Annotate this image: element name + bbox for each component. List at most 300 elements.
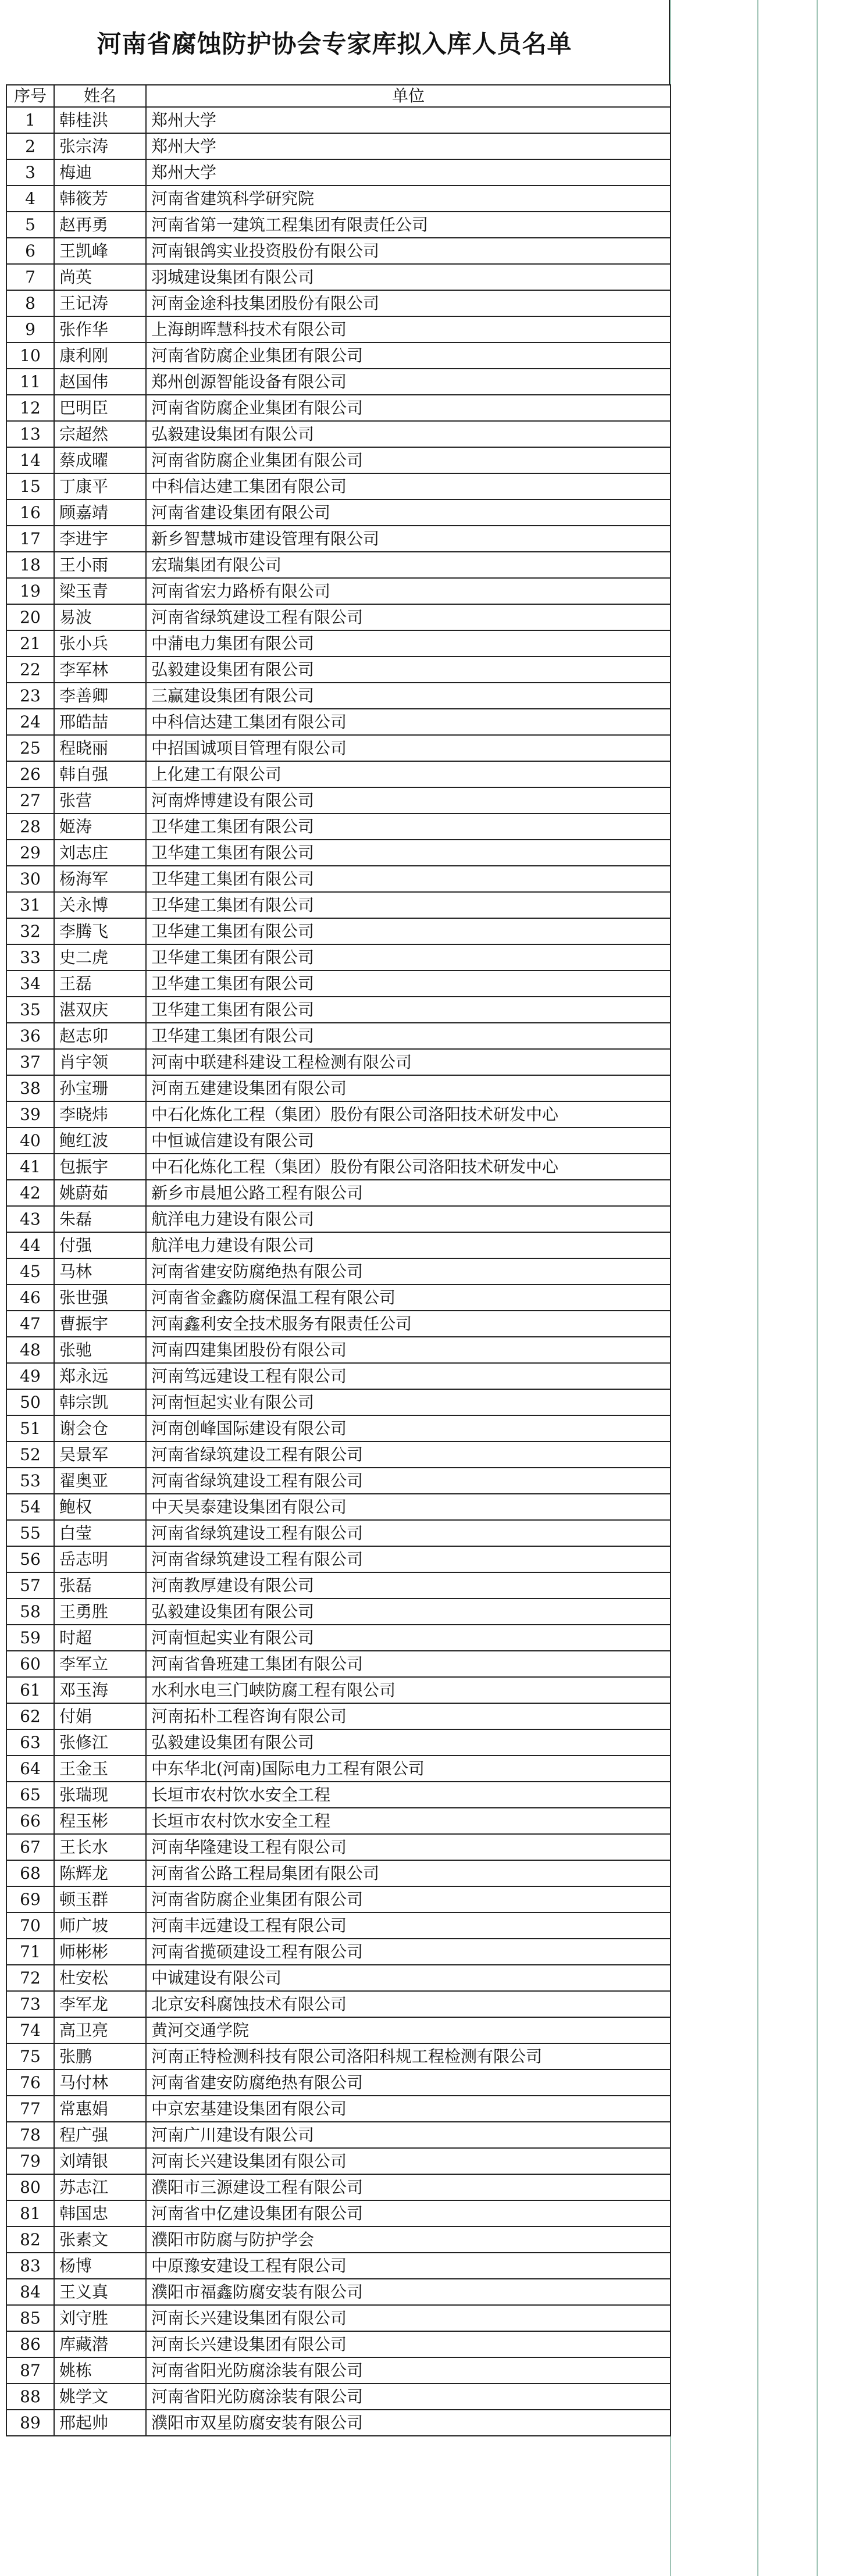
cell-unit: 河南省中亿建设集团有限公司 bbox=[146, 2200, 671, 2227]
cell-unit: 卫华建工集团有限公司 bbox=[146, 840, 671, 866]
cell-name: 马付林 bbox=[54, 2070, 146, 2096]
cell-unit: 长垣市农村饮水安全工程 bbox=[146, 1808, 671, 1834]
table-row bbox=[6, 997, 671, 1023]
cell-no: 65 bbox=[6, 1782, 54, 1808]
table-row bbox=[6, 1023, 671, 1049]
cell-name: 李军林 bbox=[54, 657, 146, 683]
cell-unit: 河南省防腐企业集团有限公司 bbox=[146, 1886, 671, 1913]
cell-name: 张宗涛 bbox=[54, 133, 146, 159]
cell-name: 程广强 bbox=[54, 2122, 146, 2148]
cell-unit: 濮阳市福鑫防腐安装有限公司 bbox=[146, 2279, 671, 2305]
cell-unit: 宏瑞集团有限公司 bbox=[146, 552, 671, 578]
cell-unit: 河南省绿筑建设工程有限公司 bbox=[146, 1468, 671, 1494]
cell-no: 37 bbox=[6, 1049, 54, 1075]
cell-no: 39 bbox=[6, 1101, 54, 1128]
cell-no: 60 bbox=[6, 1651, 54, 1677]
table-row bbox=[6, 499, 671, 526]
cell-name: 付强 bbox=[54, 1232, 146, 1258]
cell-no: 22 bbox=[6, 657, 54, 683]
table-row bbox=[6, 185, 671, 212]
cell-name: 翟奥亚 bbox=[54, 1468, 146, 1494]
cell-no: 69 bbox=[6, 1886, 54, 1913]
cell-no: 40 bbox=[6, 1128, 54, 1154]
cell-name: 邓玉海 bbox=[54, 1677, 146, 1703]
cell-no: 4 bbox=[6, 185, 54, 212]
cell-no: 13 bbox=[6, 421, 54, 447]
cell-no: 54 bbox=[6, 1494, 54, 1520]
cell-no: 29 bbox=[6, 840, 54, 866]
cell-no: 80 bbox=[6, 2174, 54, 2200]
cell-no: 11 bbox=[6, 369, 54, 395]
cell-name: 张素文 bbox=[54, 2227, 146, 2253]
cell-name: 张修江 bbox=[54, 1729, 146, 1756]
table-row bbox=[6, 1128, 671, 1154]
table-row bbox=[6, 944, 671, 971]
cell-name: 张世强 bbox=[54, 1285, 146, 1311]
cell-no: 34 bbox=[6, 971, 54, 997]
table-row bbox=[6, 840, 671, 866]
cell-name: 王小雨 bbox=[54, 552, 146, 578]
cell-name: 杜安松 bbox=[54, 1965, 146, 1991]
table-row bbox=[6, 1860, 671, 1886]
table-header-row bbox=[6, 85, 671, 107]
table-row bbox=[6, 526, 671, 552]
cell-no: 75 bbox=[6, 2043, 54, 2070]
cell-unit: 河南笃远建设工程有限公司 bbox=[146, 1363, 671, 1389]
table-row bbox=[6, 2410, 671, 2436]
cell-name: 程玉彬 bbox=[54, 1808, 146, 1834]
cell-no: 24 bbox=[6, 709, 54, 735]
cell-unit: 中科信达建工集团有限公司 bbox=[146, 709, 671, 735]
table-row bbox=[6, 2253, 671, 2279]
table-row bbox=[6, 604, 671, 630]
cell-unit: 中诚建设有限公司 bbox=[146, 1965, 671, 1991]
cell-unit: 卫华建工集团有限公司 bbox=[146, 918, 671, 944]
cell-no: 52 bbox=[6, 1442, 54, 1468]
column-header-no: 序号 bbox=[6, 85, 54, 107]
cell-name: 史二虎 bbox=[54, 944, 146, 971]
cell-unit: 中石化炼化工程（集团）股份有限公司洛阳技术研发中心 bbox=[146, 1154, 671, 1180]
cell-no: 57 bbox=[6, 1572, 54, 1599]
cell-unit: 河南长兴建设集团有限公司 bbox=[146, 2305, 671, 2331]
table-row bbox=[6, 2148, 671, 2174]
cell-unit: 卫华建工集团有限公司 bbox=[146, 944, 671, 971]
cell-unit: 航洋电力建设有限公司 bbox=[146, 1206, 671, 1232]
cell-no: 31 bbox=[6, 892, 54, 918]
cell-no: 35 bbox=[6, 997, 54, 1023]
cell-no: 74 bbox=[6, 2017, 54, 2043]
cell-unit: 河南省建安防腐绝热有限公司 bbox=[146, 1258, 671, 1285]
cell-name: 李进宇 bbox=[54, 526, 146, 552]
table-row bbox=[6, 1206, 671, 1232]
table-row bbox=[6, 212, 671, 238]
cell-unit: 卫华建工集团有限公司 bbox=[146, 892, 671, 918]
cell-no: 61 bbox=[6, 1677, 54, 1703]
table-row bbox=[6, 159, 671, 185]
table-row bbox=[6, 1756, 671, 1782]
cell-no: 23 bbox=[6, 683, 54, 709]
table-row bbox=[6, 1258, 671, 1285]
cell-unit: 河南正特检测科技有限公司洛阳科规工程检测有限公司 bbox=[146, 2043, 671, 2070]
cell-name: 康利刚 bbox=[54, 342, 146, 369]
cell-name: 顾嘉靖 bbox=[54, 499, 146, 526]
table-row bbox=[6, 761, 671, 787]
cell-name: 师彬彬 bbox=[54, 1939, 146, 1965]
cell-name: 张鹏 bbox=[54, 2043, 146, 2070]
expert-roster-table bbox=[6, 84, 671, 2436]
cell-no: 44 bbox=[6, 1232, 54, 1258]
cell-unit: 河南恒起实业有限公司 bbox=[146, 1625, 671, 1651]
cell-unit: 河南省公路工程局集团有限公司 bbox=[146, 1860, 671, 1886]
cell-name: 孙宝珊 bbox=[54, 1075, 146, 1101]
cell-no: 36 bbox=[6, 1023, 54, 1049]
cell-unit: 河南中联建科建设工程检测有限公司 bbox=[146, 1049, 671, 1075]
table-row bbox=[6, 657, 671, 683]
cell-no: 27 bbox=[6, 787, 54, 814]
table-row bbox=[6, 1101, 671, 1128]
cell-unit: 河南省建设集团有限公司 bbox=[146, 499, 671, 526]
cell-no: 59 bbox=[6, 1625, 54, 1651]
table-row bbox=[6, 552, 671, 578]
cell-name: 刘靖银 bbox=[54, 2148, 146, 2174]
cell-unit: 河南省防腐企业集团有限公司 bbox=[146, 447, 671, 473]
table-row bbox=[6, 2122, 671, 2148]
cell-name: 谢会仓 bbox=[54, 1415, 146, 1442]
column-header-unit: 单位 bbox=[146, 85, 671, 107]
cell-name: 张作华 bbox=[54, 316, 146, 342]
cell-name: 鲍红波 bbox=[54, 1128, 146, 1154]
cell-name: 易波 bbox=[54, 604, 146, 630]
cell-no: 25 bbox=[6, 735, 54, 761]
cell-unit: 中天昊泰建设集团有限公司 bbox=[146, 1494, 671, 1520]
cell-no: 85 bbox=[6, 2305, 54, 2331]
table-row bbox=[6, 342, 671, 369]
cell-no: 14 bbox=[6, 447, 54, 473]
cell-unit: 河南省绿筑建设工程有限公司 bbox=[146, 1520, 671, 1546]
cell-name: 巴明臣 bbox=[54, 395, 146, 421]
cell-no: 41 bbox=[6, 1154, 54, 1180]
cell-no: 64 bbox=[6, 1756, 54, 1782]
table-row bbox=[6, 2017, 671, 2043]
cell-unit: 卫华建工集团有限公司 bbox=[146, 814, 671, 840]
cell-no: 32 bbox=[6, 918, 54, 944]
table-row bbox=[6, 2043, 671, 2070]
cell-no: 45 bbox=[6, 1258, 54, 1285]
cell-no: 47 bbox=[6, 1311, 54, 1337]
cell-unit: 卫华建工集团有限公司 bbox=[146, 1023, 671, 1049]
cell-no: 9 bbox=[6, 316, 54, 342]
table-row bbox=[6, 1886, 671, 1913]
cell-no: 68 bbox=[6, 1860, 54, 1886]
cell-no: 10 bbox=[6, 342, 54, 369]
table-row bbox=[6, 1520, 671, 1546]
cell-no: 17 bbox=[6, 526, 54, 552]
cell-no: 12 bbox=[6, 395, 54, 421]
cell-name: 韩国忠 bbox=[54, 2200, 146, 2227]
cell-unit: 中招国诚项目管理有限公司 bbox=[146, 735, 671, 761]
cell-unit: 卫华建工集团有限公司 bbox=[146, 866, 671, 892]
table-row bbox=[6, 290, 671, 316]
cell-unit: 河南华隆建设工程有限公司 bbox=[146, 1834, 671, 1860]
cell-name: 邢起帅 bbox=[54, 2410, 146, 2436]
table-row bbox=[6, 133, 671, 159]
table-row bbox=[6, 1494, 671, 1520]
cell-no: 28 bbox=[6, 814, 54, 840]
cell-unit: 中恒诚信建设有限公司 bbox=[146, 1128, 671, 1154]
table-row bbox=[6, 2227, 671, 2253]
table-row bbox=[6, 1913, 671, 1939]
cell-name: 陈辉龙 bbox=[54, 1860, 146, 1886]
table-row bbox=[6, 918, 671, 944]
cell-name: 张磊 bbox=[54, 1572, 146, 1599]
cell-no: 46 bbox=[6, 1285, 54, 1311]
table-row bbox=[6, 369, 671, 395]
table-row bbox=[6, 630, 671, 657]
cell-unit: 河南省防腐企业集团有限公司 bbox=[146, 395, 671, 421]
table-row bbox=[6, 1546, 671, 1572]
cell-name: 高卫亮 bbox=[54, 2017, 146, 2043]
cell-name: 韩筱芳 bbox=[54, 185, 146, 212]
cell-no: 15 bbox=[6, 473, 54, 499]
cell-no: 8 bbox=[6, 290, 54, 316]
cell-unit: 河南省绿筑建设工程有限公司 bbox=[146, 604, 671, 630]
cell-name: 常惠娟 bbox=[54, 2096, 146, 2122]
cell-no: 30 bbox=[6, 866, 54, 892]
cell-name: 王金玉 bbox=[54, 1756, 146, 1782]
cell-name: 姬涛 bbox=[54, 814, 146, 840]
cell-name: 王义真 bbox=[54, 2279, 146, 2305]
cell-name: 张小兵 bbox=[54, 630, 146, 657]
table-row bbox=[6, 866, 671, 892]
cell-no: 62 bbox=[6, 1703, 54, 1729]
cell-unit: 弘毅建设集团有限公司 bbox=[146, 1729, 671, 1756]
cell-no: 55 bbox=[6, 1520, 54, 1546]
table-row bbox=[6, 1154, 671, 1180]
cell-no: 33 bbox=[6, 944, 54, 971]
cell-unit: 河南四建集团股份有限公司 bbox=[146, 1337, 671, 1363]
table-row bbox=[6, 2305, 671, 2331]
cell-no: 3 bbox=[6, 159, 54, 185]
cell-no: 79 bbox=[6, 2148, 54, 2174]
cell-unit: 河南长兴建设集团有限公司 bbox=[146, 2331, 671, 2357]
cell-no: 53 bbox=[6, 1468, 54, 1494]
table-row bbox=[6, 683, 671, 709]
cell-no: 70 bbox=[6, 1913, 54, 1939]
cell-unit: 河南教厚建设有限公司 bbox=[146, 1572, 671, 1599]
cell-no: 19 bbox=[6, 578, 54, 604]
cell-name: 丁康平 bbox=[54, 473, 146, 499]
cell-no: 7 bbox=[6, 264, 54, 290]
cell-name: 李晓炜 bbox=[54, 1101, 146, 1128]
cell-name: 曹振宇 bbox=[54, 1311, 146, 1337]
cell-no: 6 bbox=[6, 238, 54, 264]
cell-name: 鲍权 bbox=[54, 1494, 146, 1520]
table-row bbox=[6, 971, 671, 997]
cell-unit: 河南省金鑫防腐保温工程有限公司 bbox=[146, 1285, 671, 1311]
cell-no: 43 bbox=[6, 1206, 54, 1232]
cell-no: 77 bbox=[6, 2096, 54, 2122]
table-row bbox=[6, 892, 671, 918]
table-row bbox=[6, 1625, 671, 1651]
cell-name: 蔡成曜 bbox=[54, 447, 146, 473]
cell-name: 李腾飞 bbox=[54, 918, 146, 944]
cell-no: 49 bbox=[6, 1363, 54, 1389]
cell-unit: 河南金途科技集团股份有限公司 bbox=[146, 290, 671, 316]
cell-name: 吴景军 bbox=[54, 1442, 146, 1468]
cell-name: 刘志庄 bbox=[54, 840, 146, 866]
table-row bbox=[6, 1991, 671, 2017]
cell-unit: 郑州创源智能设备有限公司 bbox=[146, 369, 671, 395]
cell-unit: 河南长兴建设集团有限公司 bbox=[146, 2148, 671, 2174]
cell-name: 姚栋 bbox=[54, 2357, 146, 2384]
cell-no: 82 bbox=[6, 2227, 54, 2253]
cell-unit: 北京安科腐蚀技术有限公司 bbox=[146, 1991, 671, 2017]
table-row bbox=[6, 1180, 671, 1206]
cell-unit: 河南鑫利安全技术服务有限责任公司 bbox=[146, 1311, 671, 1337]
cell-name: 王记涛 bbox=[54, 290, 146, 316]
cell-name: 岳志明 bbox=[54, 1546, 146, 1572]
cell-name: 韩自强 bbox=[54, 761, 146, 787]
table-row bbox=[6, 264, 671, 290]
cell-no: 1 bbox=[6, 107, 54, 133]
cell-unit: 中原豫安建设工程有限公司 bbox=[146, 2253, 671, 2279]
table-row bbox=[6, 1415, 671, 1442]
cell-no: 50 bbox=[6, 1389, 54, 1415]
cell-name: 宗超然 bbox=[54, 421, 146, 447]
table-row bbox=[6, 2357, 671, 2384]
table-row bbox=[6, 238, 671, 264]
cell-no: 66 bbox=[6, 1808, 54, 1834]
cell-unit: 中石化炼化工程（集团）股份有限公司洛阳技术研发中心 bbox=[146, 1101, 671, 1128]
cell-name: 赵国伟 bbox=[54, 369, 146, 395]
cell-name: 韩宗凯 bbox=[54, 1389, 146, 1415]
cell-name: 包振宇 bbox=[54, 1154, 146, 1180]
cell-name: 梁玉青 bbox=[54, 578, 146, 604]
cell-no: 83 bbox=[6, 2253, 54, 2279]
cell-name: 刘守胜 bbox=[54, 2305, 146, 2331]
table-row bbox=[6, 1808, 671, 1834]
table-row bbox=[6, 1232, 671, 1258]
cell-name: 朱磊 bbox=[54, 1206, 146, 1232]
table-row bbox=[6, 1834, 671, 1860]
cell-name: 赵再勇 bbox=[54, 212, 146, 238]
cell-unit: 河南省绿筑建设工程有限公司 bbox=[146, 1442, 671, 1468]
cell-unit: 羽城建设集团有限公司 bbox=[146, 264, 671, 290]
cell-name: 李军龙 bbox=[54, 1991, 146, 2017]
cell-unit: 河南省建安防腐绝热有限公司 bbox=[146, 2070, 671, 2096]
table-body bbox=[6, 107, 671, 2436]
cell-name: 李军立 bbox=[54, 1651, 146, 1677]
table-row bbox=[6, 1572, 671, 1599]
cell-no: 76 bbox=[6, 2070, 54, 2096]
cell-name: 姚学文 bbox=[54, 2384, 146, 2410]
cell-no: 86 bbox=[6, 2331, 54, 2357]
cell-no: 71 bbox=[6, 1939, 54, 1965]
table-row bbox=[6, 2384, 671, 2410]
cell-name: 师广坡 bbox=[54, 1913, 146, 1939]
cell-unit: 卫华建工集团有限公司 bbox=[146, 971, 671, 997]
table-row bbox=[6, 1285, 671, 1311]
cell-unit: 河南省防腐企业集团有限公司 bbox=[146, 342, 671, 369]
cell-name: 关永博 bbox=[54, 892, 146, 918]
cell-unit: 河南省阳光防腐涂装有限公司 bbox=[146, 2384, 671, 2410]
cell-no: 16 bbox=[6, 499, 54, 526]
cell-unit: 河南拓朴工程咨询有限公司 bbox=[146, 1703, 671, 1729]
table-row bbox=[6, 1049, 671, 1075]
cell-name: 梅迪 bbox=[54, 159, 146, 185]
table-row bbox=[6, 1599, 671, 1625]
table-row bbox=[6, 421, 671, 447]
cell-unit: 郑州大学 bbox=[146, 159, 671, 185]
cell-unit: 濮阳市三源建设工程有限公司 bbox=[146, 2174, 671, 2200]
cell-name: 韩桂洪 bbox=[54, 107, 146, 133]
cell-name: 肖宇领 bbox=[54, 1049, 146, 1075]
table-row bbox=[6, 447, 671, 473]
table-row bbox=[6, 2200, 671, 2227]
cell-no: 56 bbox=[6, 1546, 54, 1572]
cell-unit: 长垣市农村饮水安全工程 bbox=[146, 1782, 671, 1808]
cell-no: 67 bbox=[6, 1834, 54, 1860]
cell-unit: 河南五建建设集团有限公司 bbox=[146, 1075, 671, 1101]
cell-no: 73 bbox=[6, 1991, 54, 2017]
table-row bbox=[6, 2331, 671, 2357]
cell-name: 苏志江 bbox=[54, 2174, 146, 2200]
table-row bbox=[6, 2070, 671, 2096]
table-row bbox=[6, 1337, 671, 1363]
cell-name: 湛双庆 bbox=[54, 997, 146, 1023]
cell-unit: 水利水电三门峡防腐工程有限公司 bbox=[146, 1677, 671, 1703]
cell-unit: 中蒲电力集团有限公司 bbox=[146, 630, 671, 657]
table-row bbox=[6, 735, 671, 761]
table-row bbox=[6, 1389, 671, 1415]
cell-no: 51 bbox=[6, 1415, 54, 1442]
cell-name: 王凯峰 bbox=[54, 238, 146, 264]
cell-unit: 河南烨博建设有限公司 bbox=[146, 787, 671, 814]
cell-no: 63 bbox=[6, 1729, 54, 1756]
cell-no: 48 bbox=[6, 1337, 54, 1363]
table-row bbox=[6, 1363, 671, 1389]
cell-unit: 河南省建筑科学研究院 bbox=[146, 185, 671, 212]
cell-unit: 上海朗晖慧科技术有限公司 bbox=[146, 316, 671, 342]
cell-unit: 河南广川建设有限公司 bbox=[146, 2122, 671, 2148]
table-row bbox=[6, 709, 671, 735]
cell-unit: 中京宏基建设集团有限公司 bbox=[146, 2096, 671, 2122]
cell-unit: 河南省绿筑建设工程有限公司 bbox=[146, 1546, 671, 1572]
cell-unit: 河南省鲁班建工集团有限公司 bbox=[146, 1651, 671, 1677]
cell-no: 89 bbox=[6, 2410, 54, 2436]
cell-unit: 卫华建工集团有限公司 bbox=[146, 997, 671, 1023]
cell-unit: 航洋电力建设有限公司 bbox=[146, 1232, 671, 1258]
cell-name: 王磊 bbox=[54, 971, 146, 997]
cell-no: 58 bbox=[6, 1599, 54, 1625]
table-row bbox=[6, 2279, 671, 2305]
table-row bbox=[6, 1729, 671, 1756]
table-row bbox=[6, 1442, 671, 1468]
cell-unit: 弘毅建设集团有限公司 bbox=[146, 657, 671, 683]
table-row bbox=[6, 814, 671, 840]
cell-unit: 河南省揽硕建设工程有限公司 bbox=[146, 1939, 671, 1965]
cell-name: 尚英 bbox=[54, 264, 146, 290]
table-row bbox=[6, 1939, 671, 1965]
cell-name: 张驰 bbox=[54, 1337, 146, 1363]
cell-no: 88 bbox=[6, 2384, 54, 2410]
cell-unit: 郑州大学 bbox=[146, 107, 671, 133]
cell-unit: 中东华北(河南)国际电力工程有限公司 bbox=[146, 1756, 671, 1782]
cell-unit: 河南银鸽实业投资股份有限公司 bbox=[146, 238, 671, 264]
cell-no: 84 bbox=[6, 2279, 54, 2305]
cell-unit: 新乡智慧城市建设管理有限公司 bbox=[146, 526, 671, 552]
cell-no: 26 bbox=[6, 761, 54, 787]
